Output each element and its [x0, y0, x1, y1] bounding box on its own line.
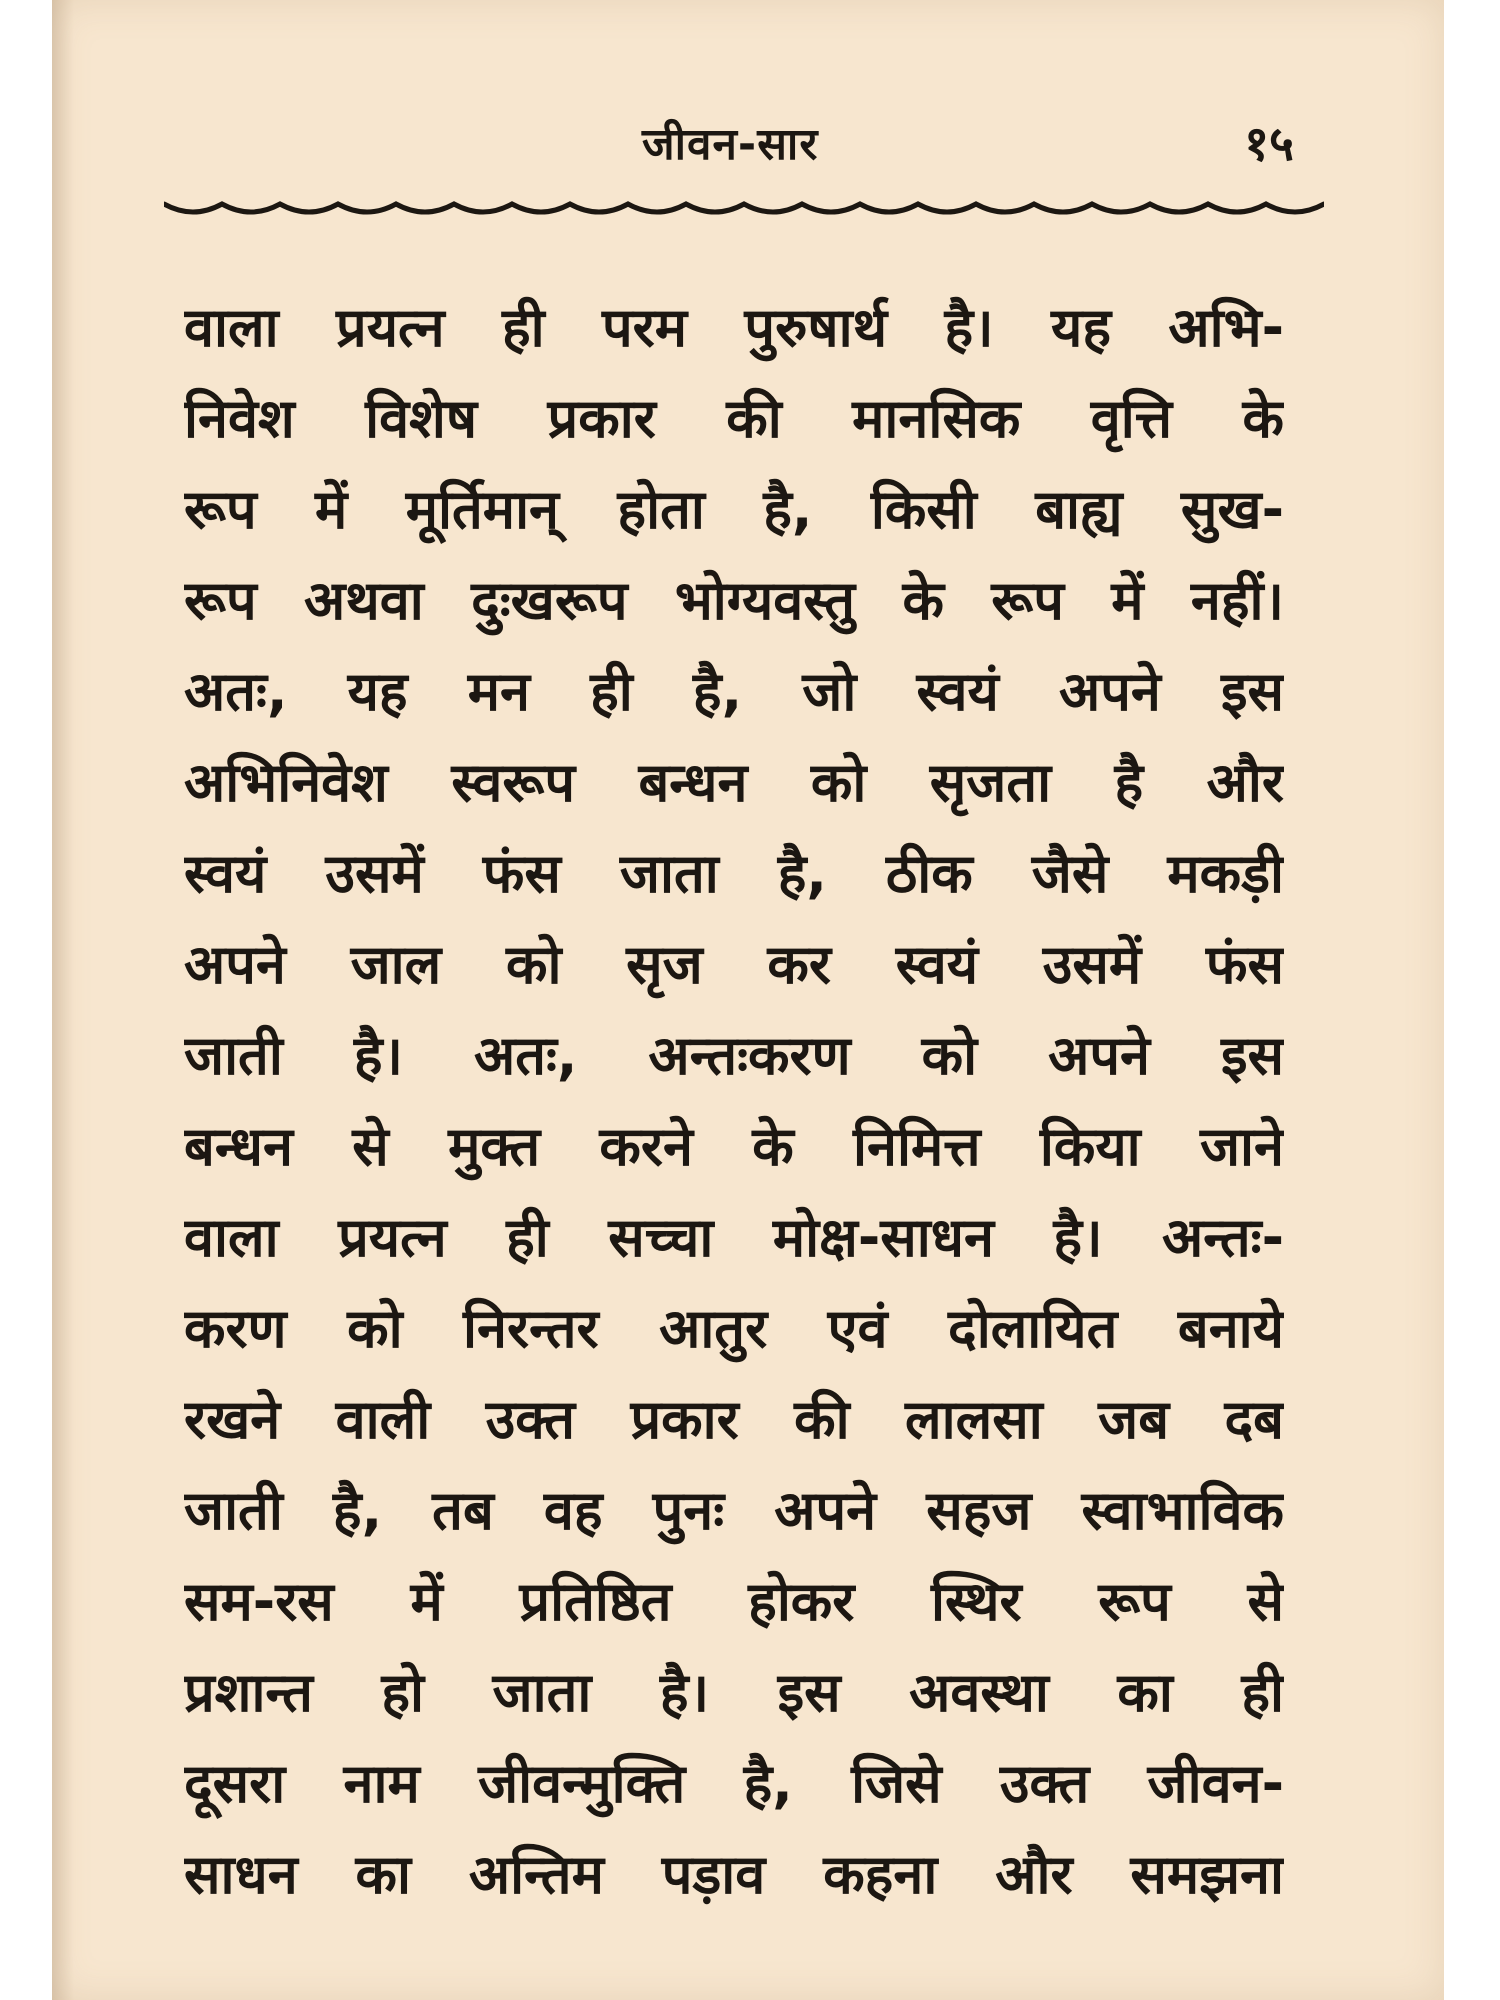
- text-line: स्वयं उसमें फंस जाता है, ठीक जैसे मकड़ी: [184, 842, 1284, 905]
- text-line: वाला प्रयत्न ही परम पुरुषार्थ है। यह अभि-: [184, 296, 1284, 359]
- body-text: [184, 282, 1284, 1920]
- text-line: जाती है। अतः, अन्तःकरण को अपने इस: [184, 1024, 1284, 1087]
- text-line: जाती है, तब वह पुनः अपने सहज स्वाभाविक: [184, 1479, 1284, 1542]
- text-line: साधन का अन्तिम पड़ाव कहना और समझना: [184, 1843, 1284, 1906]
- text-line: प्रशान्त हो जाता है। इस अवस्था का ही: [184, 1661, 1284, 1724]
- text-line: अभिनिवेश स्वरूप बन्धन को सृजता है और: [184, 751, 1284, 814]
- wave-ornament-divider: [164, 192, 1324, 232]
- text-line: रूप अथवा दुःखरूप भोग्यवस्तु के रूप में नहीं।: [184, 569, 1284, 632]
- running-title: जीवन-सार: [642, 119, 819, 170]
- text-line: रूप में मूर्तिमान् होता है, किसी बाह्य सुख-: [184, 478, 1284, 541]
- page-header: [52, 100, 1444, 180]
- text-line: वाला प्रयत्न ही सच्चा मोक्ष-साधन है। अन्तः-: [184, 1206, 1284, 1269]
- text-line: अपने जाल को सृज कर स्वयं उसमें फंस: [184, 933, 1284, 996]
- text-line: दूसरा नाम जीवन्मुक्ति है, जिसे उक्त जीवन-: [184, 1752, 1284, 1815]
- text-line: रखने वाली उक्त प्रकार की लालसा जब दब: [184, 1388, 1284, 1451]
- text-line: सम-रस में प्रतिष्ठित होकर स्थिर रूप से: [184, 1570, 1284, 1633]
- text-line: करण को निरन्तर आतुर एवं दोलायित बनाये: [184, 1297, 1284, 1360]
- page-number: १५: [1244, 116, 1294, 172]
- page-edge-shadow: [52, 0, 74, 2000]
- text-line: अतः, यह मन ही है, जो स्वयं अपने इस: [184, 660, 1284, 723]
- text-line: निवेश विशेष प्रकार की मानसिक वृत्ति के: [184, 387, 1284, 450]
- book-page: [52, 0, 1444, 2000]
- text-line: बन्धन से मुक्त करने के निमित्त किया जाने: [184, 1115, 1284, 1178]
